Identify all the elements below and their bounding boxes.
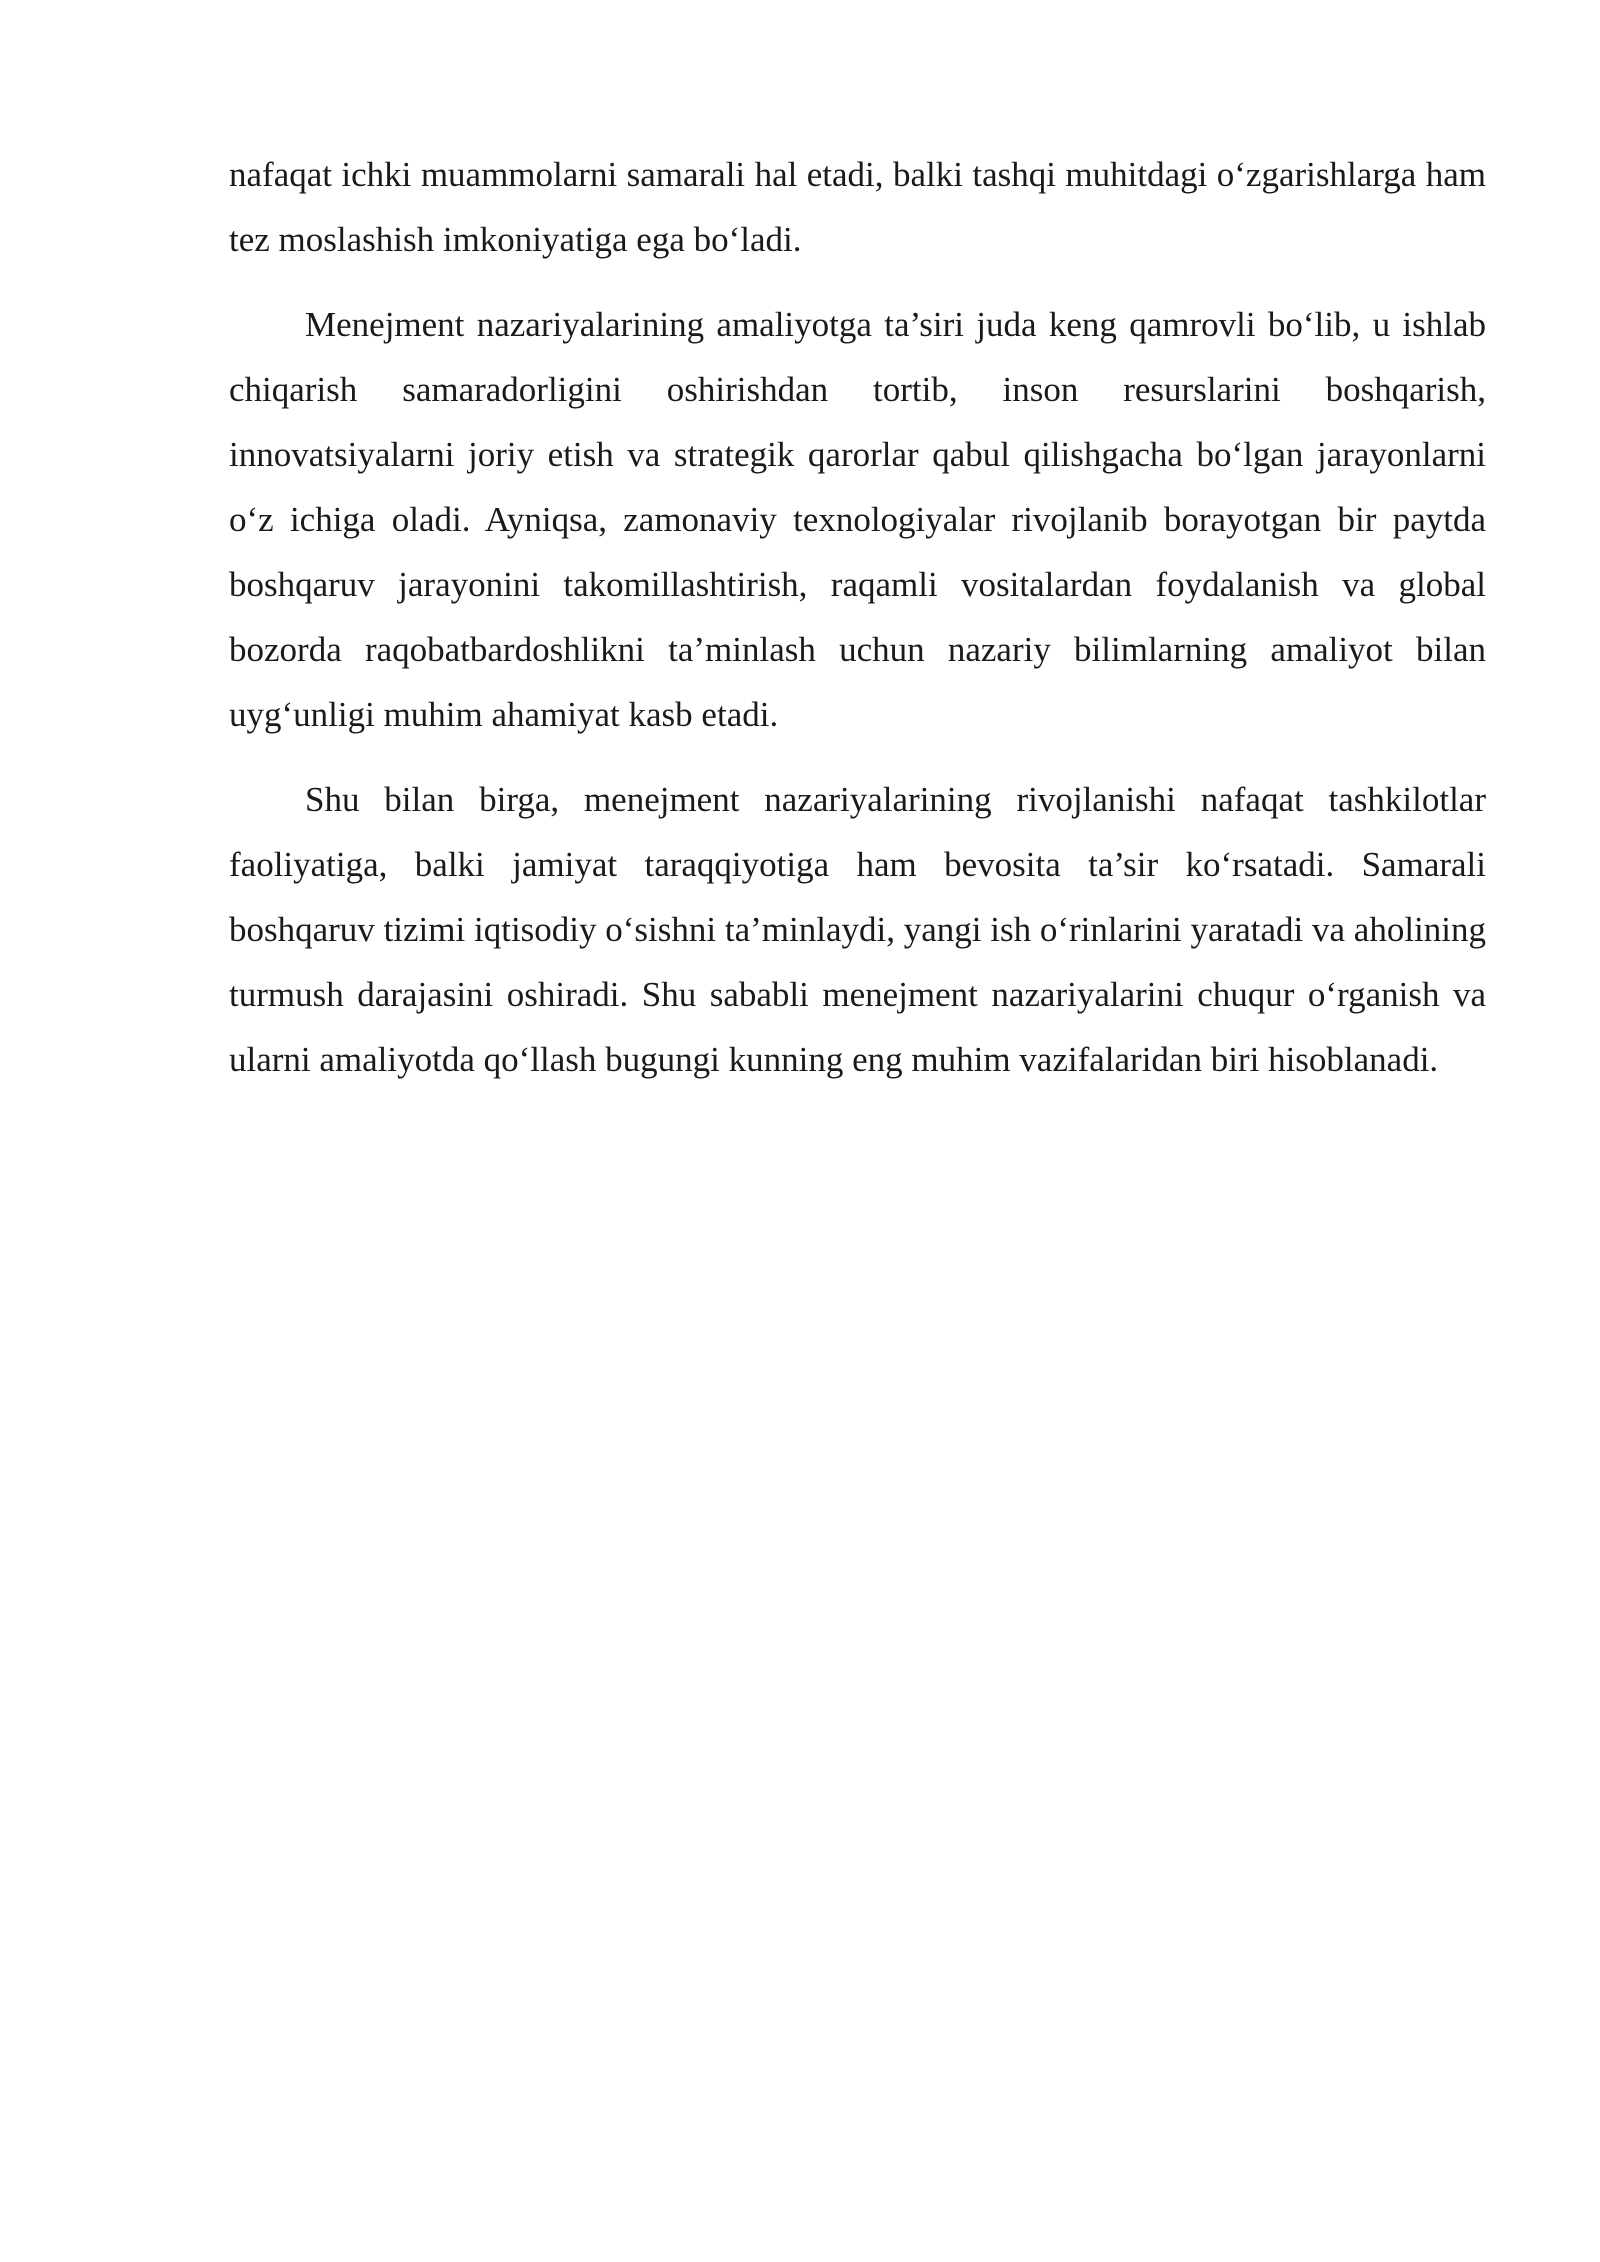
paragraph-continuation: nafaqat ichki muammolarni samarali hal etadi, balki tashqi muhitdagi o‘zgarishlarga ham tez moslashish imkoniyatiga ega bo‘ladi. [229, 155, 1486, 259]
paragraph-societal-impact: Shu bilan birga, menejment nazariyalarining rivojlanishi nafaqat tashkilotlar faoliyatiga, balki jamiyat taraqqiyotiga ham bevosita ta’sir ko‘rsatadi. Samarali boshqaruv tizimi iqtisodiy o‘sishni ta’minlaydi, yangi ish o‘rinlarini yaratadi va aholining turmush darajasini oshiradi. Shu sababli menejment nazariyalarini chuqur o‘rganish va ularni amaliyotda qo‘llash bugungi kunning eng muhim vazifalaridan biri hisoblanadi. [229, 780, 1486, 1079]
paragraph-theory-impact: Menejment nazariyalarining amaliyotga ta’siri juda keng qamrovli bo‘lib, u ishlab chiqarish samaradorligini oshirishdan tortib, inson resurslarini boshqarish, innovatsiyalarni joriy etish va strategik qarorlar qabul qilishgacha bo‘lgan jarayonlarni o‘z ichiga oladi. Ayniqsa, zamonaviy texnologiyalar rivojlanib borayotgan bir paytda boshqaruv jarayonini takomillashtirish, raqamli vositalardan foydalanish va global bozorda raqobatbardoshlikni ta’minlash uchun nazariy bilimlarning amaliyot bilan uyg‘unligi muhim ahamiyat kasb etadi. [229, 305, 1486, 734]
document-body [229, 142, 1486, 1112]
